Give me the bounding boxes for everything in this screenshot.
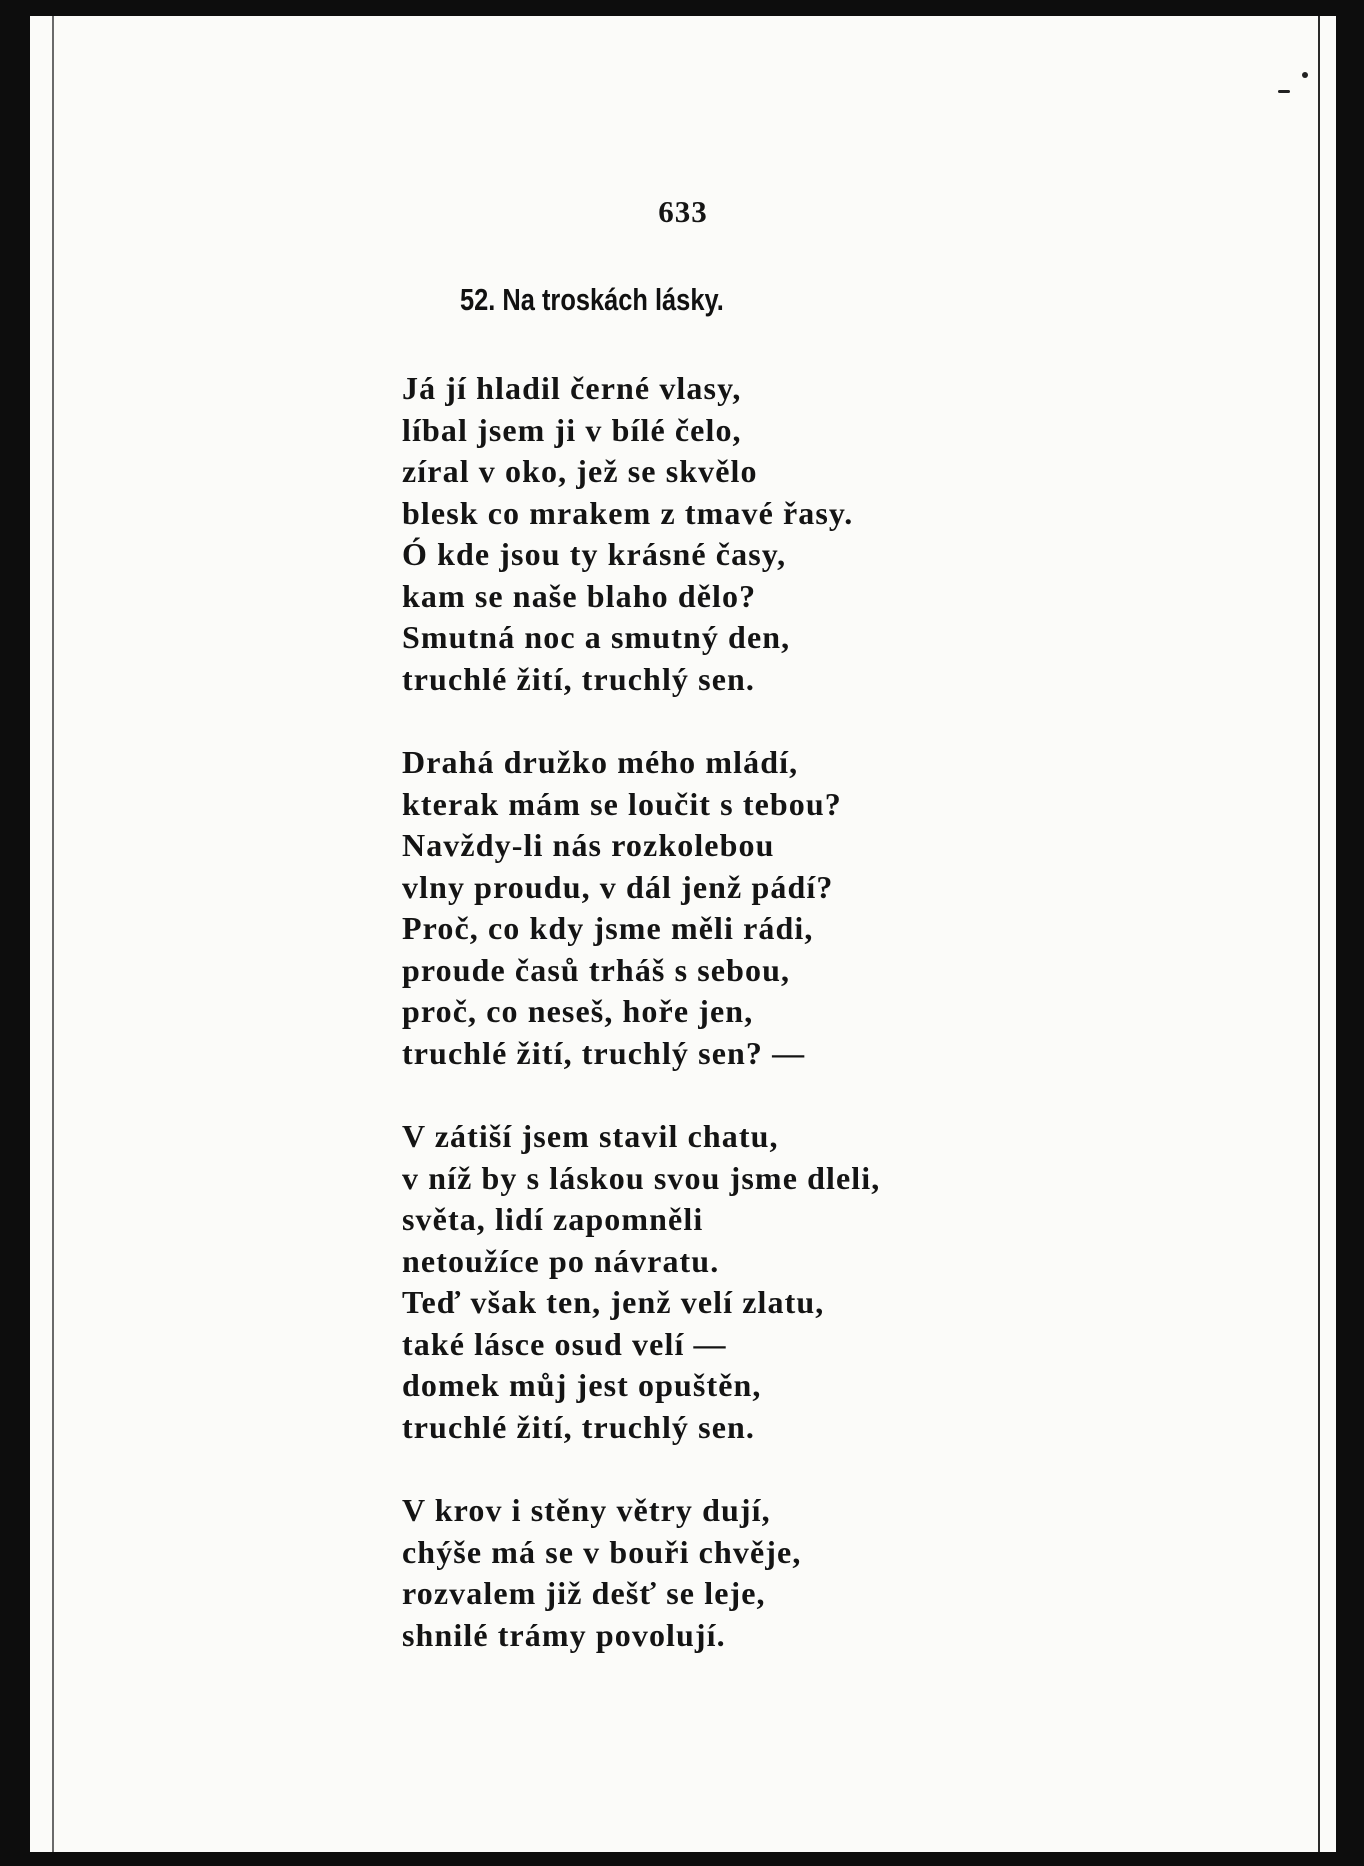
poem-line: v níž by s láskou svou jsme dleli, xyxy=(402,1159,881,1196)
poem-line: zíral v oko, jež se skvělo xyxy=(402,453,758,489)
poem-line: blesk co mrakem z tmavé řasy. xyxy=(402,494,854,531)
poem-line: líbal jsem ji v bílé čelo, xyxy=(402,411,742,448)
poem-line: Proč, co kdy jsme měli rádi, xyxy=(402,910,814,946)
stanza-4 xyxy=(402,1490,880,1656)
poem-line: domek můj jest opuštěn, xyxy=(402,1367,762,1403)
poem-line: Teď však ten, jenž velí zlatu, xyxy=(402,1284,825,1320)
poem-line: kterak mám se loučit s tebou? xyxy=(402,785,842,822)
page-gutter-line xyxy=(52,16,54,1852)
poem-line: Navždy-li nás rozkolebou xyxy=(402,827,775,863)
poem-line: Ó kde jsou ty krásné časy, xyxy=(402,536,787,572)
poem-line: světa, lidí zapomněli xyxy=(402,1201,704,1237)
ink-speck xyxy=(1302,72,1308,78)
poem-line: Smutná noc a smutný den, xyxy=(402,619,791,655)
poem-line: shnilé trámy povolují. xyxy=(402,1616,726,1653)
poem-line: vlny proudu, v dál jenž pádí? xyxy=(402,868,834,905)
poem-title: 52. Na troskách lásky. xyxy=(460,282,724,317)
poem-line: truchlé žití, truchlý sen. xyxy=(402,660,755,697)
poem-line: také lásce osud velí — xyxy=(402,1325,727,1362)
book-page xyxy=(30,16,1336,1852)
poem-line: truchlé žití, truchlý sen. xyxy=(402,1408,755,1445)
ink-speck xyxy=(1278,90,1290,93)
page-edge-line xyxy=(1318,16,1320,1852)
poem-line: truchlé žití, truchlý sen? — xyxy=(402,1034,806,1071)
poem-line: chýše má se v bouři chvěje, xyxy=(402,1533,802,1570)
stanza-3 xyxy=(402,1116,880,1448)
poem-line: Já jí hladil černé vlasy, xyxy=(402,370,742,406)
stanza-1 xyxy=(402,368,880,700)
poem-line: netoužíce po návratu. xyxy=(402,1242,720,1279)
poem-line: V krov i stěny větry dují, xyxy=(402,1492,771,1528)
poem-line: kam se naše blaho dělo? xyxy=(402,577,757,614)
poem-body xyxy=(402,368,880,1698)
poem-line: rozvalem již dešť se leje, xyxy=(402,1575,766,1611)
poem-line: Drahá družko mého mládí, xyxy=(402,744,799,780)
poem-line: V zátiší jsem stavil chatu, xyxy=(402,1118,779,1154)
poem-line: proč, co neseš, hoře jen, xyxy=(402,993,754,1029)
poem-line: proude časů trháš s sebou, xyxy=(402,951,791,988)
page-number: 633 xyxy=(658,194,708,229)
stanza-2 xyxy=(402,742,880,1074)
